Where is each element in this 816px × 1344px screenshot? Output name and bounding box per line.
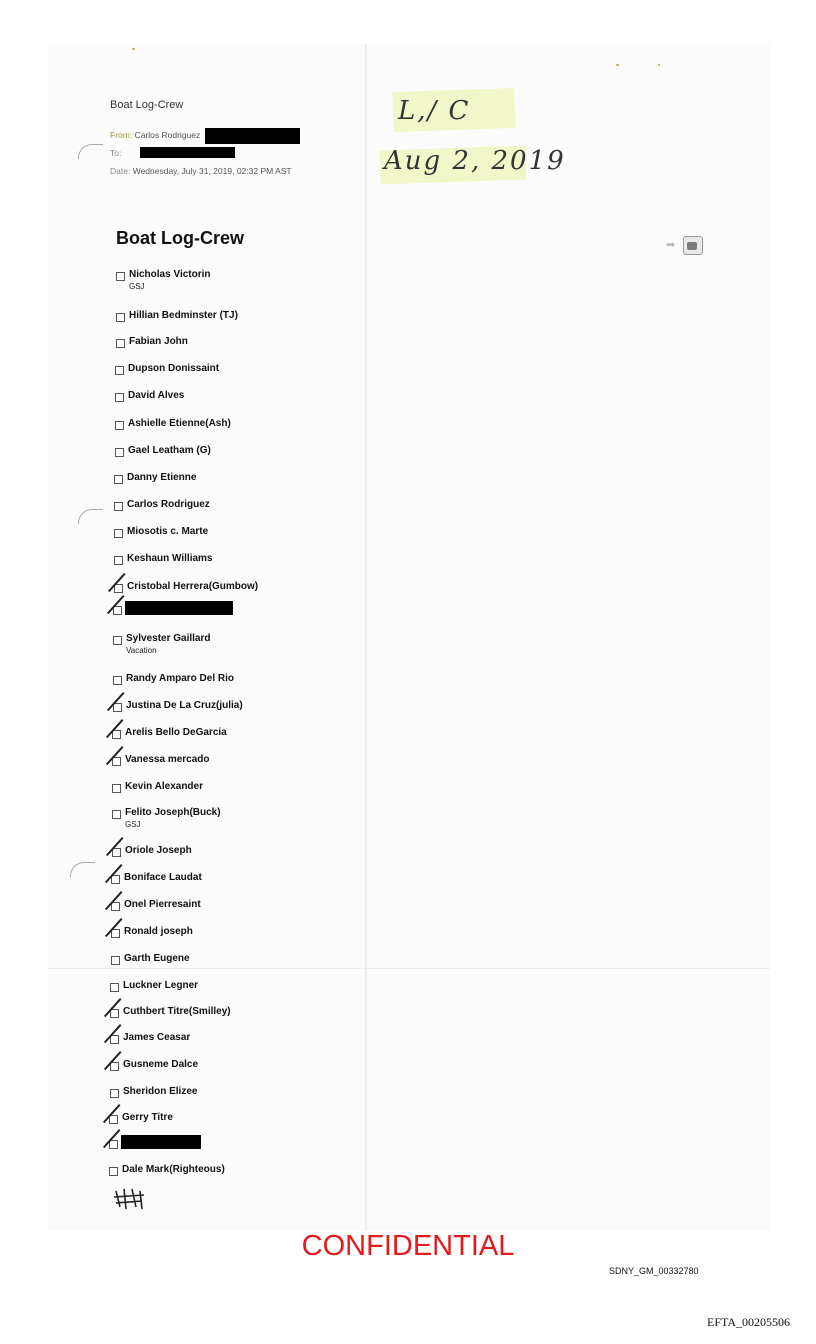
checkbox-icon[interactable]: [115, 393, 124, 402]
sync-icon[interactable]: [683, 236, 703, 255]
redaction-box: [125, 601, 233, 615]
crew-name: Luckner Legner: [123, 980, 199, 991]
crew-name: Randy Amparo Del Rio: [126, 673, 234, 684]
crew-name: Boniface Laudat: [124, 872, 202, 883]
checkbox-icon[interactable]: [109, 1167, 118, 1176]
redaction-box: [121, 1135, 201, 1149]
scan-speck: [132, 48, 135, 50]
crew-name: Miosotis c. Marte: [127, 526, 209, 537]
arrow-right-icon: ➡: [666, 239, 676, 251]
efta-number: EFTA_00205506: [707, 1315, 791, 1329]
scan-speck: [616, 64, 619, 66]
bates-number: SDNY_GM_00332780: [609, 1266, 699, 1276]
crew-name: James Ceasar: [123, 1032, 191, 1043]
checkbox-icon[interactable]: [116, 313, 125, 322]
to-label: To:: [110, 148, 122, 158]
handwritten-note: L,/ C: [398, 96, 471, 126]
checkbox-icon[interactable]: [113, 676, 122, 685]
crew-name: Ronald joseph: [124, 926, 193, 937]
crew-name: Onel Pierresaint: [124, 899, 201, 910]
crew-name: Justina De La Cruz(julia): [126, 700, 243, 711]
confidential-stamp: CONFIDENTIAL: [301, 1230, 515, 1262]
crew-name: Keshaun Williams: [127, 553, 213, 564]
crew-note: Vacation: [126, 646, 157, 655]
crew-name: Fabian John: [129, 336, 188, 347]
from-value: Carlos Rodriguez: [134, 130, 201, 140]
crew-name: Sheridon Elizee: [123, 1086, 198, 1097]
crew-name: Arelis Bello DeGarcia: [125, 727, 227, 738]
scan-speck: [658, 64, 660, 66]
crew-name: Danny Etienne: [127, 472, 197, 483]
crew-name: Sylvester Gaillard: [126, 633, 211, 644]
crew-name: Cuthbert Titre(Smilley): [123, 1006, 231, 1017]
checkbox-icon[interactable]: [115, 366, 124, 375]
checkbox-icon[interactable]: [110, 983, 119, 992]
document-title: Boat Log-Crew: [116, 228, 244, 248]
crew-name: Dupson Donissaint: [128, 363, 220, 374]
checkbox-icon[interactable]: [111, 956, 120, 965]
checkbox-icon[interactable]: [114, 529, 123, 538]
crew-name: Vanessa mercado: [125, 754, 210, 765]
crew-name: Cristobal Herrera(Gumbow): [127, 581, 259, 592]
checkbox-icon[interactable]: [110, 1089, 119, 1098]
checkbox-icon[interactable]: [116, 339, 125, 348]
crew-name: Gusneme Dalce: [123, 1059, 199, 1070]
handwritten-date: Aug 2, 2019: [384, 146, 566, 176]
redaction-box: [205, 128, 300, 144]
crew-name: David Alves: [128, 390, 185, 401]
checkbox-icon[interactable]: [112, 810, 121, 819]
crew-name: Felito Joseph(Buck): [125, 807, 221, 818]
crew-name: Ashielle Etienne(Ash): [128, 418, 231, 429]
redaction-box: [140, 147, 235, 158]
date-value: Wednesday, July 31, 2019, 02:32 PM AST: [132, 166, 292, 176]
page-fold-vertical: [365, 44, 367, 1230]
crew-name: Hillian Bedminster (TJ): [129, 310, 238, 321]
checkbox-icon[interactable]: [116, 272, 125, 281]
crew-name: Kevin Alexander: [125, 781, 203, 792]
checkbox-icon[interactable]: [113, 636, 122, 645]
crew-note: GSJ: [129, 282, 145, 291]
crew-name: Nicholas Victorin: [129, 269, 211, 280]
email-to: [110, 148, 121, 158]
crew-name: Carlos Rodriguez: [127, 499, 210, 510]
from-label: From:: [110, 130, 133, 140]
checkbox-icon[interactable]: [115, 448, 124, 457]
handwritten-scribble: [112, 1185, 148, 1213]
checkbox-icon[interactable]: [114, 502, 123, 511]
crew-note: GSJ: [125, 820, 141, 829]
email-subject: Boat Log-Crew: [110, 99, 184, 111]
checkbox-icon[interactable]: [114, 556, 123, 565]
crew-name: Gael Leatham (G): [128, 445, 211, 456]
crew-name: Gerry Titre: [122, 1112, 173, 1123]
crew-name: Dale Mark(Righteous): [122, 1164, 225, 1175]
email-date: [110, 166, 292, 176]
crew-name: Garth Eugene: [124, 953, 190, 964]
date-label: Date:: [110, 166, 131, 176]
email-from: [110, 130, 200, 140]
checkbox-icon[interactable]: [114, 475, 123, 484]
checkbox-icon[interactable]: [112, 784, 121, 793]
checkbox-icon[interactable]: [115, 421, 124, 430]
crew-name: Oriole Joseph: [125, 845, 192, 856]
page-fold-horizontal: [48, 968, 770, 969]
